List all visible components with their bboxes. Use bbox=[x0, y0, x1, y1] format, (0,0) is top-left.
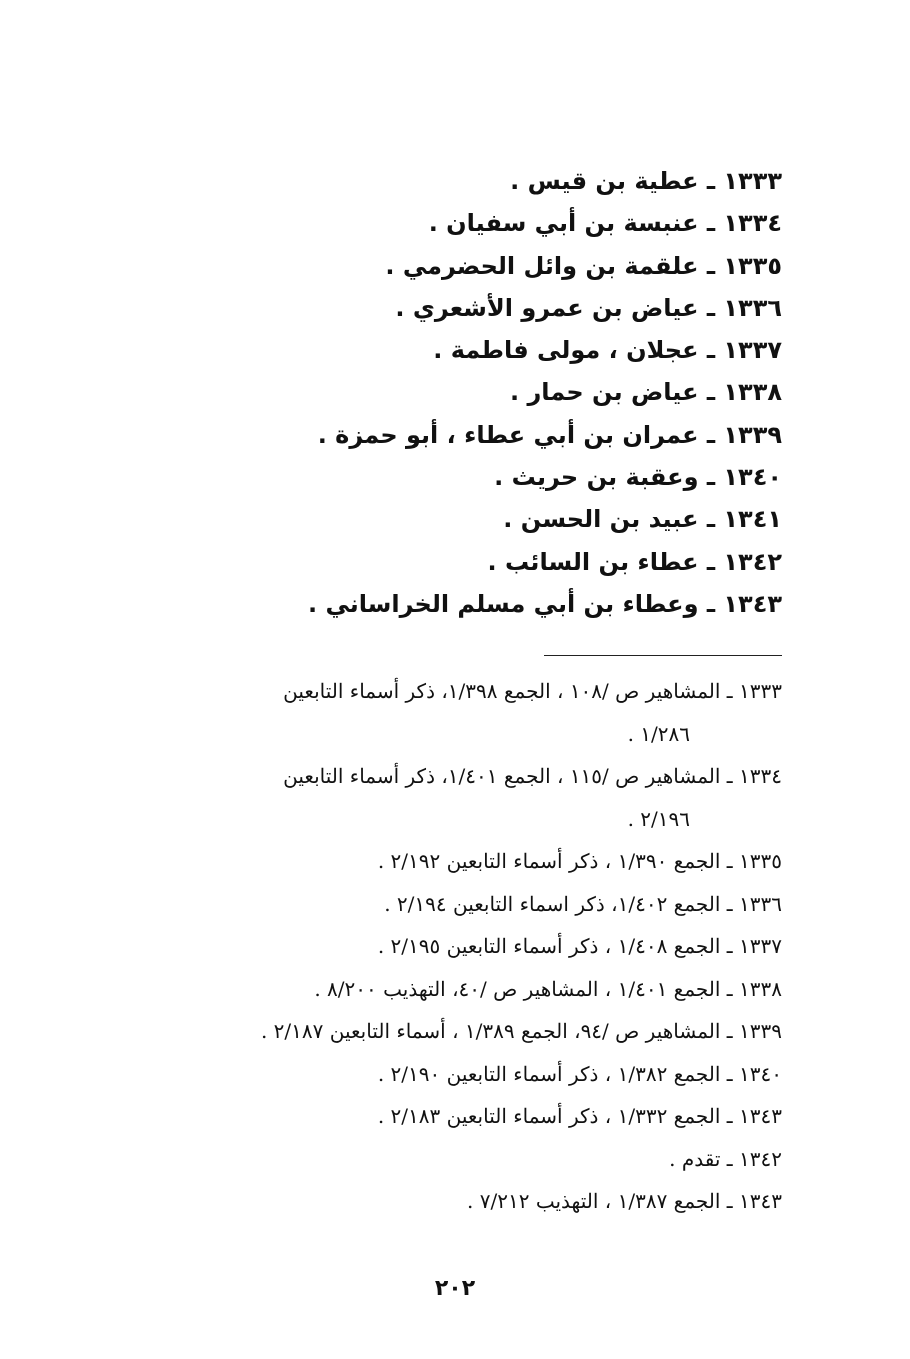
footnote-1335: ١٣٣٥ ـ الجمع ١/٣٩٠ ، ذكر أسماء التابعين ٢/١٩٢ . bbox=[377, 849, 782, 873]
footnote-text: ١٣٣٤ ـ المشاهير ص /١١٥ ، الجمع ١/٤٠١، ذكر أسماء التابعين bbox=[283, 764, 782, 788]
entry-1338: ١٣٣٨ ـ عياض بن حمار . bbox=[509, 378, 782, 407]
entry-1341: ١٣٤١ ـ عبيد بن الحسن . bbox=[503, 505, 782, 534]
entry-1334: ١٣٣٤ ـ عنبسة بن أبي سفيان . bbox=[428, 209, 782, 238]
entry-1335: ١٣٣٥ ـ علقمة بن وائل الحضرمي . bbox=[385, 251, 782, 280]
footnote-text: ١٣٣٣ ـ المشاهير ص /١٠٨ ، الجمع ١/٣٩٨، ذكر أسماء التابعين bbox=[283, 679, 782, 703]
footnote-1333 bbox=[102, 670, 782, 755]
footnote-1342: ١٣٤٢ ـ تقدم . bbox=[669, 1146, 782, 1171]
footnote-1340: ١٣٤٠ ـ الجمع ١/٣٨٢ ، ذكر أسماء التابعين ٢/١٩٠ . bbox=[377, 1061, 782, 1086]
entry-1339: ١٣٣٩ ـ عمران بن أبي عطاء ، أبو حمزة . bbox=[317, 420, 782, 449]
entry-1340: ١٣٤٠ ـ وعقبة بن حريث . bbox=[494, 463, 782, 492]
entry-1343: ١٣٤٣ ـ وعطاء بن أبي مسلم الخراساني . bbox=[308, 589, 782, 618]
entry-1337: ١٣٣٧ ـ عجلان ، مولى فاطمة . bbox=[433, 336, 782, 365]
entry-1342: ١٣٤٢ ـ عطاء بن السائب . bbox=[487, 547, 782, 576]
entry-1333: ١٣٣٣ ـ عطية بن قيس . bbox=[510, 167, 782, 195]
footnote-1343a: ١٣٤٣ ـ الجمع ١/٣٣٢ ، ذكر أسماء التابعين ٢/١٨٣ . bbox=[377, 1104, 782, 1128]
entry-list bbox=[122, 160, 782, 625]
footnote-1337: ١٣٣٧ ـ الجمع ١/٤٠٨ ، ذكر أسماء التابعين ٢/١٩٥ . bbox=[377, 934, 782, 958]
footnote-1336: ١٣٣٦ ـ الجمع ١/٤٠٢، ذكر اسماء التابعين ٢/١٩٤ . bbox=[384, 891, 782, 916]
footnote-continuation: ١/٢٨٦ . bbox=[627, 721, 690, 746]
footnote-divider bbox=[544, 655, 782, 656]
entry-1336: ١٣٣٦ ـ عياض بن عمرو الأشعري . bbox=[395, 293, 782, 322]
footnote-1343b: ١٣٤٣ ـ الجمع ١/٣٨٧ ، التهذيب ٧/٢١٢ . bbox=[467, 1189, 782, 1213]
footnote-1339: ١٣٣٩ ـ المشاهير ص /٩٤، الجمع ١/٣٨٩ ، أسماء التابعين ٢/١٨٧ . bbox=[260, 1019, 782, 1043]
footnote-list bbox=[102, 670, 782, 1223]
footnote-continuation: ٢/١٩٦ . bbox=[627, 806, 690, 831]
footnote-1338: ١٣٣٨ ـ الجمع ١/٤٠١ ، المشاهير ص /٤٠، التهذيب ٨/٢٠٠ . bbox=[314, 976, 782, 1001]
footnote-1334 bbox=[102, 755, 782, 840]
page-number: ٢٠٢ bbox=[434, 1276, 476, 1301]
